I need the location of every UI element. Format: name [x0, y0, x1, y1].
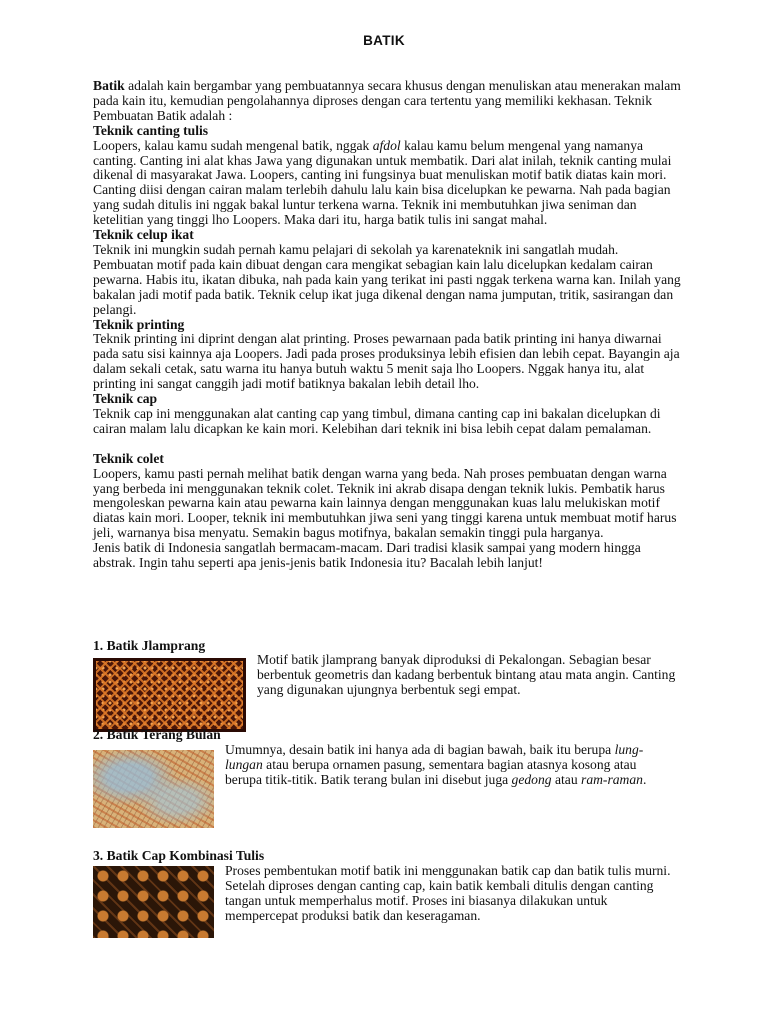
terang-bulan-text-1: Umumnya, desain batik ini hanya ada di bagian bawah, baik itu berupa [225, 742, 615, 757]
batik-cap-kombinasi-image [93, 866, 214, 938]
canting-tulis-text-2: kalau kamu belum mengenal yang namanya canting. Canting ini alat khas Jawa yang digunakan untuk membatik. Dari alat inilah, teknik canting mulai dikenal di masyarakat Jawa. Loopers, canting ini fungsinya buat menuliskan motif batik diatas kain mori. Canting diisi dengan cairan malam terlebih dahulu lalu kain bisa dicelupkan ke pewarna. Nah pada bagian yang sudah ditulis ini nggak bakal luntur terkena warna. Teknik ini membutuhkan jiwa seniman dan ketelitian yang tinggi lho Loopers. Maka dari itu, harga batik tulis ini sangat mahal. [93, 137, 672, 228]
paragraph-printing: Teknik printing ini diprint dengan alat printing. Proses pewarnaan pada batik printing ini hanya diwarnai pada satu sisi kainnya aja Loopers. Jadi pada proses produksinya lebih efisien dan lebih cepat. Bayangin aja dalam sekali cetak, satu warna itu hanya butuh waktu 5 menit saja lho Loopers. Nggak hanya itu, alat printing ini sangat canggih jadi motif batiknya bakalan lebih detail lho. [93, 331, 680, 392]
batik-cap-kombinasi-description: Proses pembentukan motif batik ini menggunakan batik cap dan batik tulis murni. Setelah diproses dengan canting cap, kain batik kembali ditulis dengan canting tangan untuk memperhalus motif. Proses ini biasanya dilakukan untuk mempercepat produksi batik dan keseragaman. [225, 863, 671, 923]
canting-tulis-italic: afdol [372, 137, 401, 153]
paragraph-cap: Teknik cap ini menggunakan alat canting cap yang timbul, dimana canting cap ini bakalan dicelupkan di cairan malam lalu dicapkan ke kain mori. Kelebihan dari teknik ini bisa lebih cepat dalam pemalaman. [93, 405, 661, 436]
heading-batik-jlamprang: 1. Batik Jlamprang [93, 638, 206, 653]
heading-canting-tulis: Teknik canting tulis [93, 122, 209, 138]
heading-batik-terang-bulan: 2. Batik Terang Bulan [93, 727, 221, 742]
intro-text: adalah kain bergambar yang pembuatannya secara khusus dengan menuliskan atau menerakan malam pada kain itu, kemudian pengolahannya diproses dengan cara tertentu yang memiliki kekhasan. Teknik Pembuatan Batik adalah : [93, 78, 681, 123]
terang-bulan-text-4: . [642, 772, 647, 787]
batik-terang-bulan-description [225, 742, 675, 787]
main-body [93, 79, 681, 571]
canting-tulis-text-1: Loopers, kalau kamu sudah mengenal batik, nggak [93, 137, 373, 153]
paragraph-jenis-batik: Jenis batik di Indonesia sangatlah bermacam-macam. Dari tradisi klasik sampai yang modern hingga abstrak. Ingin tahu seperti apa jenis-jenis batik Indonesia itu? Bacalah lebih lanjut! [93, 540, 641, 571]
terang-bulan-italic-3: ram-raman [581, 772, 643, 787]
page-title: BATIK [363, 33, 405, 48]
heading-cap: Teknik cap [93, 391, 158, 407]
terang-bulan-text-3: atau [551, 772, 582, 787]
intro-bold-term: Batik [93, 78, 125, 93]
batik-jlamprang-image [93, 658, 246, 732]
terang-bulan-italic-1: lung-lungan [225, 742, 644, 772]
terang-bulan-text-2: atau berupa ornamen pasung, sementara bagian atasnya kosong atau berupa titik-titik. Batik terang bulan ini disebut juga [225, 757, 637, 787]
paragraph-canting-tulis [93, 139, 681, 228]
heading-batik-cap-kombinasi: 3. Batik Cap Kombinasi Tulis [93, 848, 265, 863]
spacer [93, 437, 681, 452]
batik-jlamprang-description: Motif batik jlamprang banyak diproduksi di Pekalongan. Sebagian besar berbentuk geometris dan kadang berbentuk bintang atau mata angin. Canting yang digunakan ujungnya berbentuk segi empat. [257, 652, 676, 697]
batik-terang-bulan-image [93, 750, 214, 828]
terang-bulan-italic-2: gedong [511, 772, 552, 787]
intro-paragraph [93, 79, 681, 124]
heading-celup-ikat: Teknik celup ikat [93, 227, 194, 243]
paragraph-celup-ikat: Teknik ini mungkin sudah pernah kamu pelajari di sekolah ya karenateknik ini sangatlah mudah. Pembuatan motif pada kain dibuat dengan cara mengikat sebagian kain lalu dicelupkan kedalam cairan pewarna. Habis itu, ikatan dibuka, nah pada kain yang terikat ini pasti nggak terkena warna kan. Inilah yang bakalan jadi motif pada batik. Teknik celup ikat juga dikenal dengan nama jumputan, tritik, sasirangan dan pelangi. [93, 241, 681, 317]
heading-colet: Teknik colet [93, 450, 164, 466]
heading-printing: Teknik printing [93, 316, 185, 332]
paragraph-colet: Loopers, kamu pasti pernah melihat batik dengan warna yang beda. Nah proses pembuatan dengan warna yang berbeda ini menggunakan teknik colet. Teknik ini akrab disapa dengan teknik lukis. Pembatik harus mengoleskan pewarna kain atau pewarna kain lainnya dengan menggunakan kuas lalu melukiskan motif diatas kain mori. Looper, teknik ini membutuhkan jiwa seni yang tinggi karena untuk membuat motif harus jeli, warnanya bisa menyatu. Semakin bagus motifnya, bakalan semakin tinggi pula harganya. [93, 465, 677, 541]
